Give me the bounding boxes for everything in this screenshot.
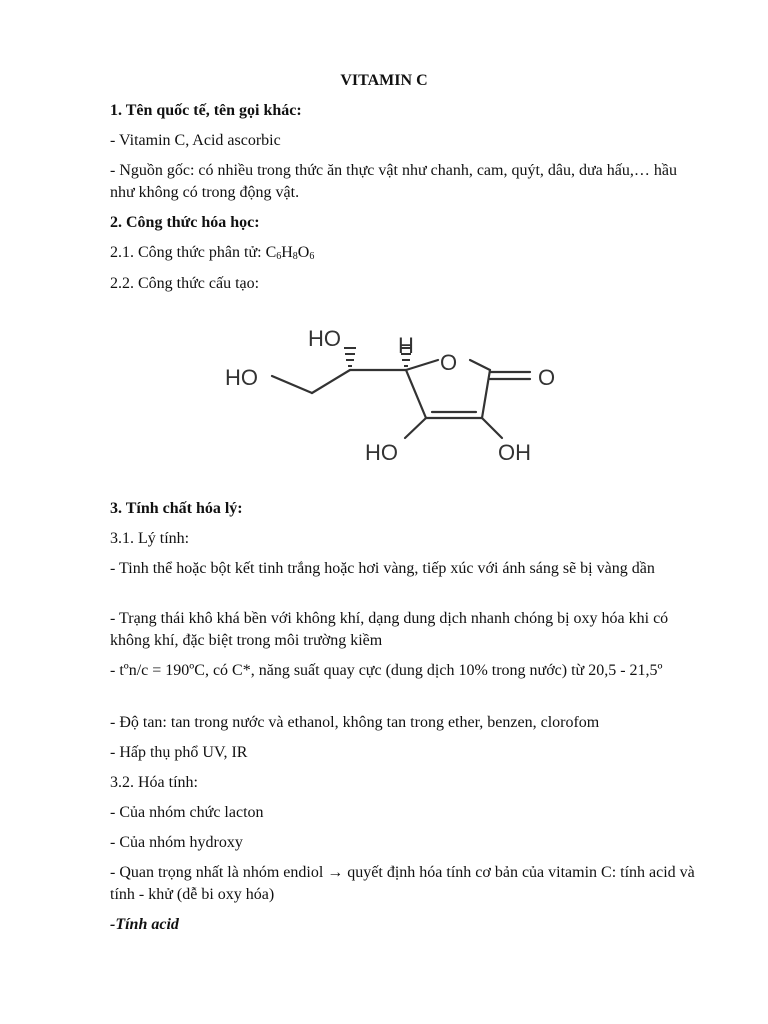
section-2-heading: 2. Công thức hóa học: (110, 214, 260, 231)
physical-property-4: - Độ tan: tan trong nước và ethanol, không tan trong ether, benzen, clorofom (110, 714, 600, 731)
label-oh-bottom: OH (498, 440, 531, 465)
document-title: VITAMIN C (340, 72, 428, 89)
bond-o-c1 (470, 360, 490, 370)
physical-property-5: - Hấp thụ phổ UV, IR (110, 744, 248, 761)
origin-text: - Nguồn gốc: có nhiều trong thức ăn thực vật như chanh, cam, quýt, dâu, dưa hấu,… hầu như không có trong động vật. (110, 162, 677, 201)
label-h-top: H (398, 333, 414, 358)
ascorbic-acid-structure (220, 318, 580, 478)
acid-property-heading: -Tính acid (110, 916, 179, 933)
section-1-heading: 1. Tên quốc tế, tên gọi khác: (110, 102, 302, 119)
bond-c3-c4 (406, 370, 426, 418)
molecular-formula-line (110, 242, 700, 264)
bond-ho-ch2 (272, 376, 312, 393)
chemical-property-2: - Của nhóm hydroxy (110, 834, 243, 851)
names-text: - Vitamin C, Acid ascorbic (110, 132, 281, 149)
chemical-property-1: - Của nhóm chức lacton (110, 804, 264, 821)
physical-property-1: - Tinh thể hoặc bột kết tinh trắng hoặc hơi vàng, tiếp xúc với ánh sáng sẽ bị vàng dần (110, 560, 655, 577)
label-carbonyl-o: O (538, 365, 556, 390)
label-ho-bottom: HO (365, 440, 398, 465)
bond-ch2-choh (312, 370, 350, 393)
bond-c3-oh (405, 418, 426, 438)
chemical-properties-heading: 3.2. Hóa tính: (110, 774, 198, 791)
physical-property-3: - tºn/c = 190ºC, có C*, năng suất quay cực (dung dịch 10% trong nước) từ 20,5 - 21,5º (110, 662, 663, 679)
physical-properties-heading: 3.1. Lý tính: (110, 530, 190, 547)
bond-c4-o (406, 360, 438, 370)
section-3-heading: 3. Tính chất hóa lý: (110, 500, 243, 517)
structural-formula-heading: 2.2. Công thức cấu tạo: (110, 275, 260, 292)
molecular-formula: $C_6H_8O_6$ (265, 244, 315, 262)
chemical-property-3: - Quan trọng nhất là nhóm endiol → quyết định hóa tính cơ bản của vitamin C: tính acid và tính - khử (dễ bi oxy hóa) (110, 864, 695, 903)
bond-c1-c2 (482, 370, 490, 418)
label-ring-o: O (440, 350, 458, 375)
bond-c2-oh (482, 418, 502, 438)
molecular-formula-prefix: 2.1. Công thức phân tử: (110, 244, 266, 261)
label-ho-top: HO (308, 326, 341, 351)
label-ho-left: HO (225, 365, 258, 390)
physical-property-2: - Trạng thái khô khá bền với không khí, dạng dung dịch nhanh chóng bị oxy hóa khi có không khí, đặc biệt trong môi trường kiềm (110, 610, 669, 649)
